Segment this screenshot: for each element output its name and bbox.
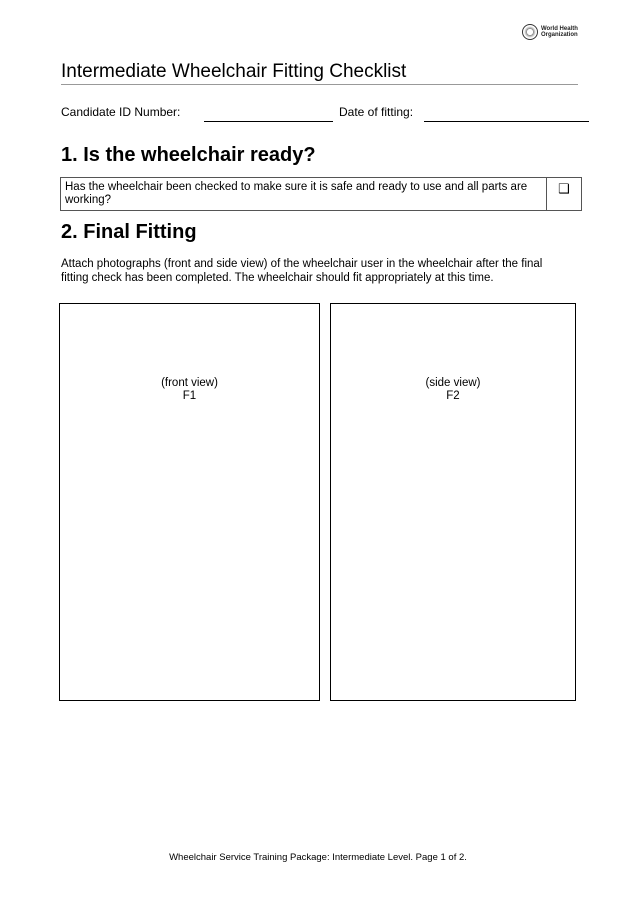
who-logo (522, 24, 578, 40)
who-emblem-icon (522, 24, 538, 40)
candidate-id-label: Candidate ID Number: (61, 105, 181, 119)
side-view-label: (side view) (425, 377, 481, 389)
candidate-id-field[interactable] (204, 121, 333, 122)
readiness-question: Has the wheelchair been checked to make sure it is safe and ready to use and all parts are working? (65, 181, 528, 206)
front-view-label: (front view) (161, 377, 218, 389)
page-footer: Wheelchair Service Training Package: Intermediate Level. Page 1 of 2. (169, 852, 467, 863)
title-divider (61, 84, 578, 85)
front-view-photo-box[interactable] (59, 303, 320, 701)
date-field[interactable] (424, 121, 589, 122)
logo-line1: World Health (541, 26, 578, 32)
photo-instructions: Attach photographs (front and side view) of the wheelchair user in the wheelchair after the final fitting check has been completed. The wheelchair should fit appropriately at this time. (61, 258, 543, 284)
section1-heading: 1. Is the wheelchair ready? (61, 144, 316, 166)
readiness-checkbox[interactable]: ❑ (546, 178, 581, 210)
readiness-question-row (60, 177, 582, 211)
side-view-code: F2 (446, 390, 460, 402)
logo-line2: Organization (541, 32, 578, 38)
front-view-code: F1 (182, 390, 197, 402)
side-view-photo-box[interactable] (330, 303, 576, 701)
section2-heading: 2. Final Fitting (61, 221, 197, 243)
date-label: Date of fitting: (339, 105, 414, 119)
page-title: Intermediate Wheelchair Fitting Checklist (61, 61, 407, 82)
